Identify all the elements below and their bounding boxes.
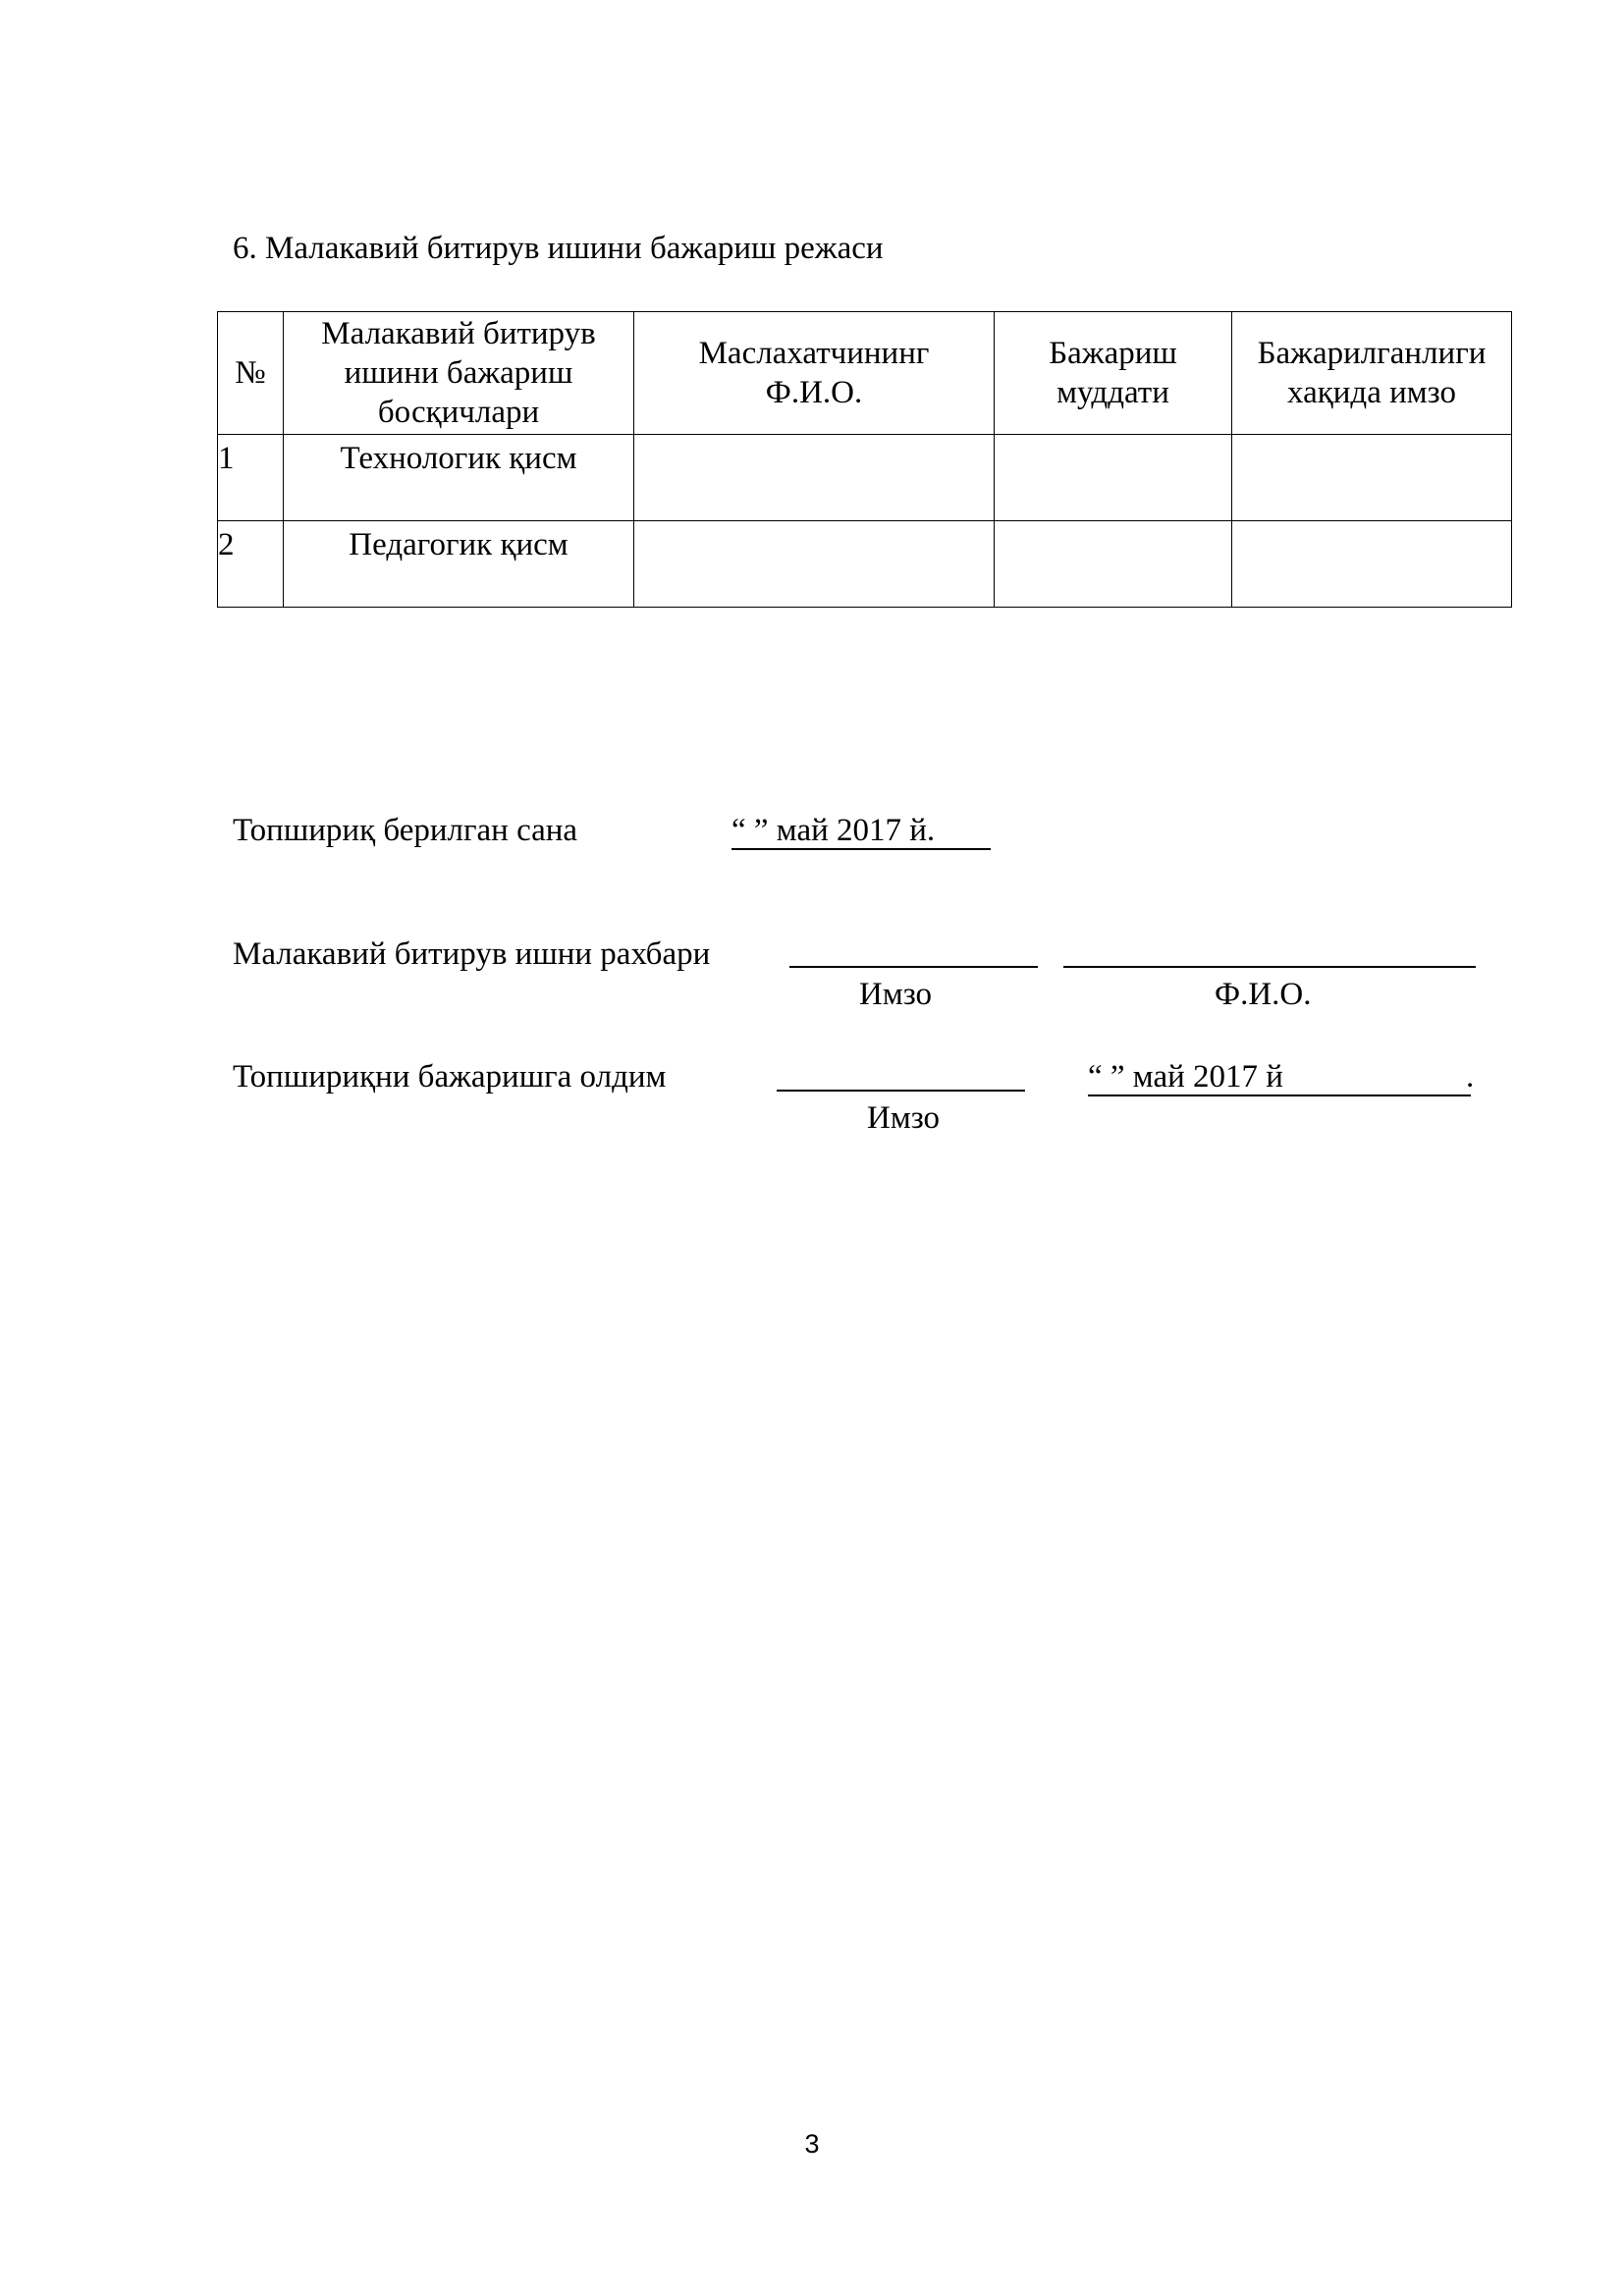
accepted-signature-caption: Имзо	[867, 1100, 941, 1136]
row-number: 2	[218, 521, 284, 608]
accepted-date-value: “ ” май 2017 й	[1088, 1059, 1283, 1095]
header-stages: Малакавий битирув ишини бажариш босқичлари	[284, 312, 634, 435]
header-number: №	[218, 312, 284, 435]
assignment-date-field[interactable]	[731, 811, 991, 850]
assignment-date-label: Топшириқ берилган сана	[233, 813, 578, 848]
table-row	[218, 435, 1512, 521]
supervisor-label: Малакавий битирув ишни рахбари	[233, 936, 711, 972]
row-advisor-cell[interactable]	[634, 521, 995, 608]
supervisor-name-line[interactable]	[1063, 966, 1476, 968]
row-stage: Педагогик қисм	[284, 521, 634, 608]
row-stage: Технологик қисм	[284, 435, 634, 521]
work-plan-table	[217, 311, 1512, 608]
accepted-signature-line[interactable]	[777, 1090, 1025, 1092]
table-header-row	[218, 312, 1512, 435]
accepted-date-field[interactable]	[1088, 1057, 1471, 1096]
page-number: 3	[804, 2129, 820, 2159]
header-signature: Бажарилганлиги хақида имзо	[1232, 312, 1512, 435]
row-advisor-cell[interactable]	[634, 435, 995, 521]
header-advisor: Маслахатчининг Ф.И.О.	[634, 312, 995, 435]
header-deadline: Бажариш муддати	[995, 312, 1232, 435]
assignment-date-value: “ ” май 2017 й.	[731, 813, 936, 848]
supervisor-name-caption: Ф.И.О.	[1215, 977, 1312, 1012]
section-heading: 6. Малакавий битирув ишини бажариш режаси	[233, 231, 884, 266]
table-row	[218, 521, 1512, 608]
row-signature-cell[interactable]	[1232, 521, 1512, 608]
accepted-date-suffix: .	[1466, 1059, 1475, 1095]
supervisor-signature-caption: Имзо	[859, 977, 933, 1012]
row-number: 1	[218, 435, 284, 521]
row-signature-cell[interactable]	[1232, 435, 1512, 521]
row-deadline-cell[interactable]	[995, 521, 1232, 608]
row-deadline-cell[interactable]	[995, 435, 1232, 521]
accepted-label: Топшириқни бажаришга олдим	[233, 1059, 667, 1095]
supervisor-signature-line[interactable]	[789, 966, 1038, 968]
